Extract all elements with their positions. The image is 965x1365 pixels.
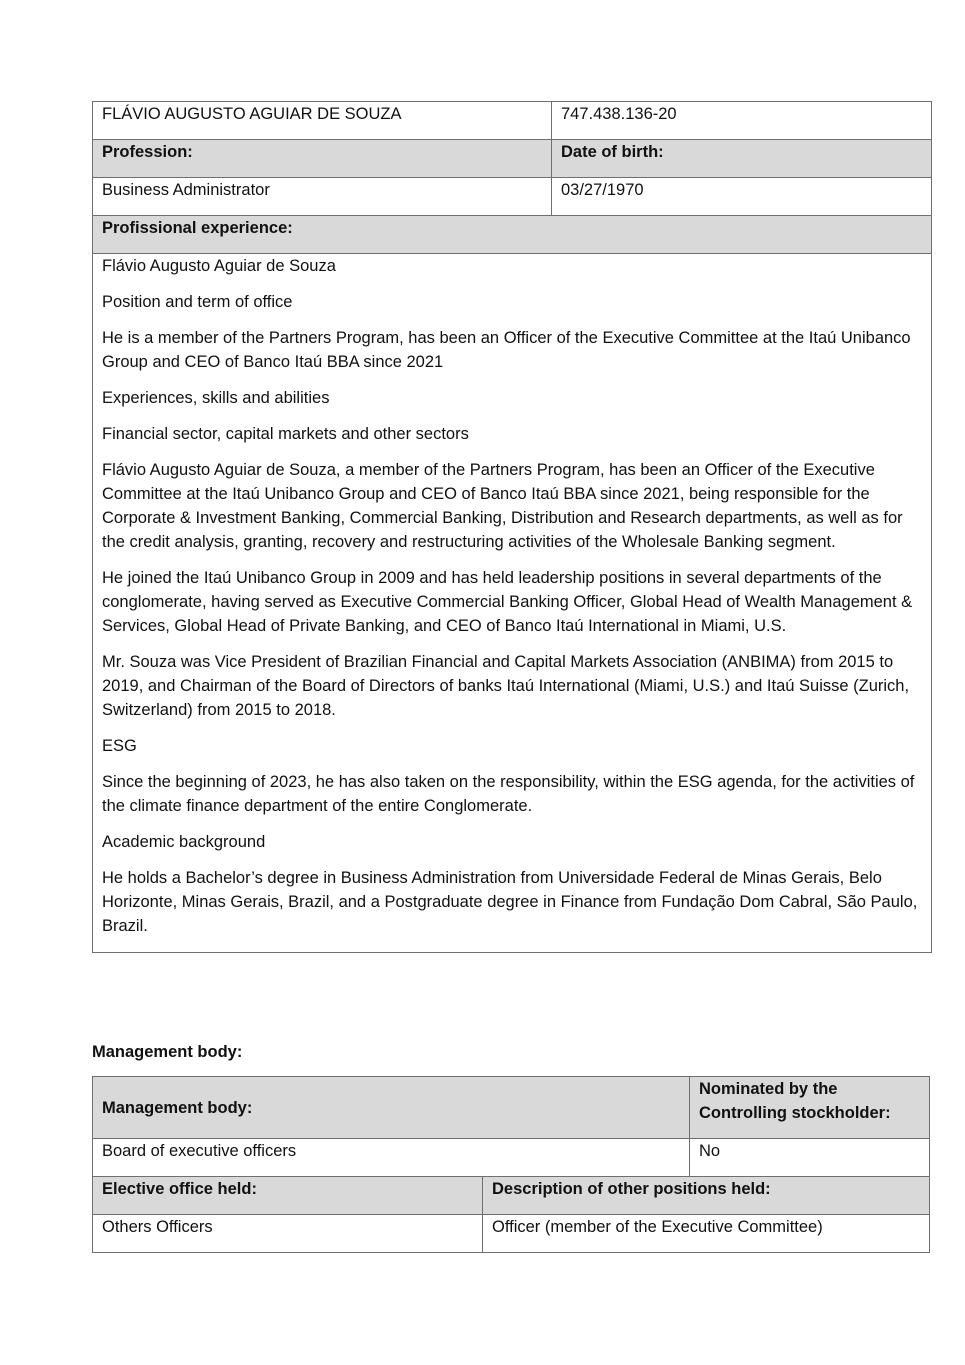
- dob-value: 03/27/1970: [552, 178, 932, 216]
- experience-paragraph: Mr. Souza was Vice President of Brazilian Financial and Capital Markets Association (ANBIMA) from 2015 to 2019, and Chairman of the Board of Directors of banks Itaú International (Miami, U.S.) and Itaú Suisse (Zurich, Switzerland) from 2015 to 2018.: [102, 653, 910, 719]
- other-positions-label: Description of other positions held:: [483, 1177, 930, 1215]
- profession-value: Business Administrator: [93, 178, 552, 216]
- experience-paragraph: He is a member of the Partners Program, has been an Officer of the Executive Committee at the Itaú Unibanco Group and CEO of Banco Itaú BBA since 2021: [102, 329, 911, 371]
- experience-paragraph: Financial sector, capital markets and other sectors: [102, 425, 469, 443]
- experience-paragraph: Since the beginning of 2023, he has also taken on the responsibility, within the ESG agenda, for the activities of the climate finance department of the entire Conglomerate.: [102, 773, 915, 815]
- elective-office-label: Elective office held:: [93, 1177, 483, 1215]
- experience-paragraph: He joined the Itaú Unibanco Group in 2009 and has held leadership positions in several departments of the conglomerate, having served as Executive Commercial Banking Officer, Global Head of Wealth Management & Services, Global Head of Private Banking, and CEO of Banco Itaú International in Miami, U.S.: [102, 569, 913, 635]
- management-table: [92, 1076, 930, 1253]
- management-body-label: Management body:: [93, 1077, 690, 1139]
- nominated-label: Nominated by the Controlling stockholder:: [690, 1077, 930, 1139]
- personal-info-table: [92, 101, 932, 953]
- profession-label: Profession:: [93, 140, 552, 178]
- experience-paragraph: He holds a Bachelor’s degree in Business Administration from Universidade Federal de Minas Gerais, Belo Horizonte, Minas Gerais, Brazil, and a Postgraduate degree in Finance from Fundação Dom Cabral, São Paulo, Brazil.: [102, 869, 918, 935]
- other-positions-value: Officer (member of the Executive Committee): [483, 1215, 930, 1253]
- experience-body: [93, 254, 932, 953]
- experience-paragraph: Flávio Augusto Aguiar de Souza: [102, 257, 336, 275]
- experience-label: Profissional experience:: [93, 216, 932, 254]
- dob-label: Date of birth:: [552, 140, 932, 178]
- experience-paragraph: Position and term of office: [102, 293, 293, 311]
- nominated-value: No: [690, 1139, 930, 1177]
- person-id-number: 747.438.136-20: [552, 102, 932, 140]
- experience-paragraph: Experiences, skills and abilities: [102, 389, 330, 407]
- person-name: FLÁVIO AUGUSTO AGUIAR DE SOUZA: [93, 102, 552, 140]
- management-body-value: Board of executive officers: [93, 1139, 690, 1177]
- experience-paragraph: ESG: [102, 737, 137, 755]
- experience-paragraph: Flávio Augusto Aguiar de Souza, a member of the Partners Program, has been an Officer of the Executive Committee at the Itaú Unibanco Group and CEO of Banco Itaú BBA since 2021, being responsible for the Corporate & Investment Banking, Commercial Banking, Distribution and Research departments, as well as for the credit analysis, granting, recovery and restructuring activities of the Wholesale Banking segment.: [102, 461, 903, 551]
- elective-office-value: Others Officers: [93, 1215, 483, 1253]
- experience-paragraph: Academic background: [102, 833, 266, 851]
- management-section-title: Management body:: [92, 1043, 243, 1061]
